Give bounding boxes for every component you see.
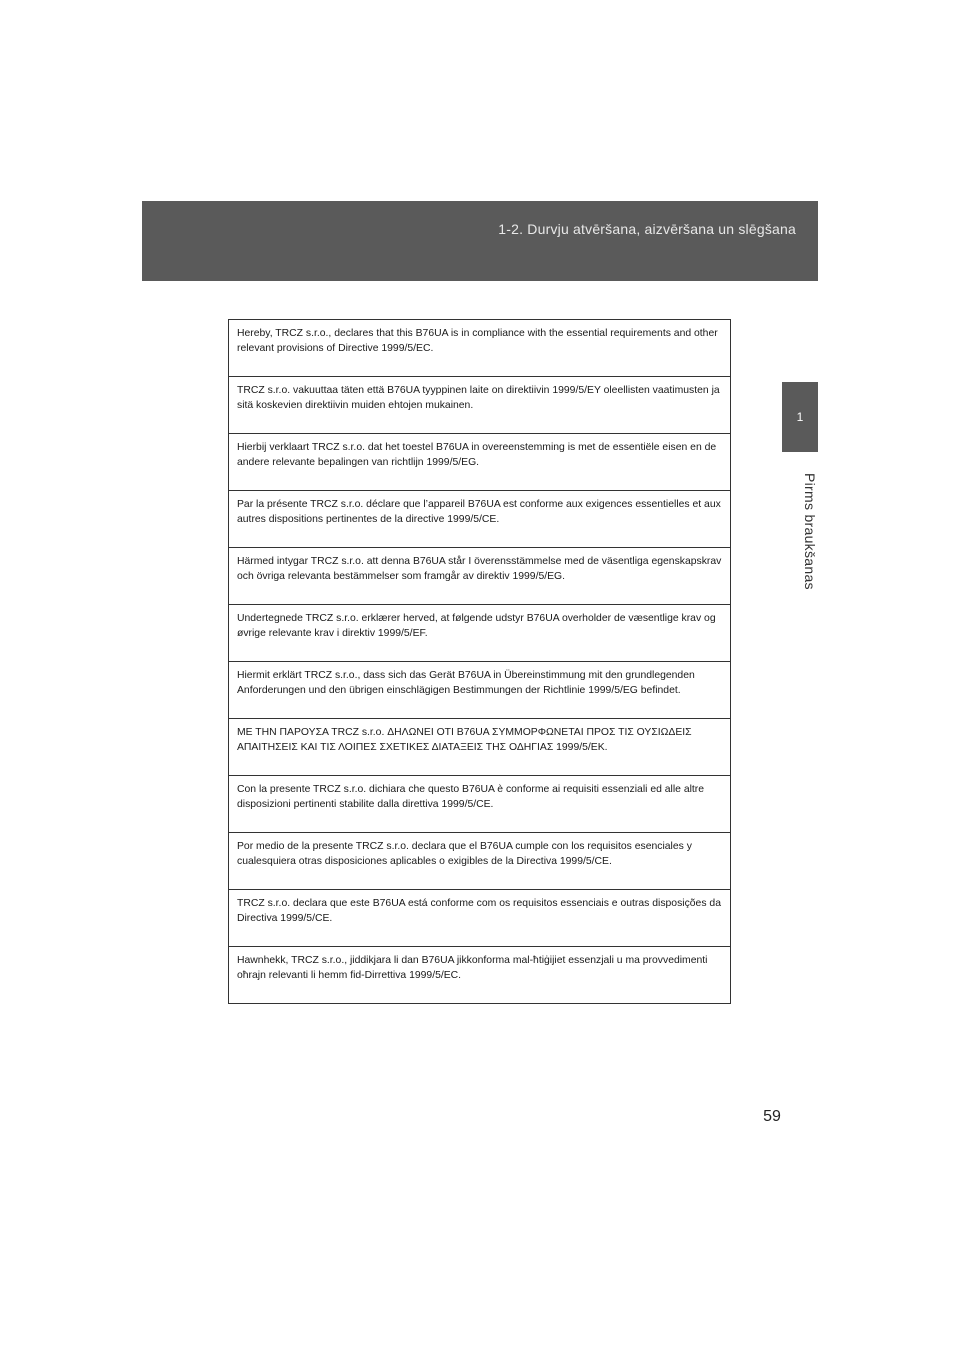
declaration-row-french: Par la présente TRCZ s.r.o. déclare que l’appareil B76UA est conforme aux exigences essentielles et aux autres dispositions pertinentes de la directive 1999/5/CE. [229,491,730,548]
chapter-tab [782,382,818,452]
page-number: 59 [763,1108,781,1125]
declaration-table [228,319,731,1004]
declaration-row-swedish: Härmed intygar TRCZ s.r.o. att denna B76UA står I överensstämmelse med de väsentliga egenskapskrav och övriga relevanta bestämmelser som framgår av direktiv 1999/5/EG. [229,548,730,605]
declaration-row-german: Hiermit erklärt TRCZ s.r.o., dass sich das Gerät B76UA in Übereinstimmung mit den grundlegenden Anforderungen und den übrigen einschlägigen Bestimmungen der Richtlinie 1999/5/EG befindet. [229,662,730,719]
declaration-row-portuguese: TRCZ s.r.o. declara que este B76UA está conforme com os requisitos essenciais e outras disposições da Directiva 1999/5/CE. [229,890,730,947]
declaration-row-dutch: Hierbij verklaart TRCZ s.r.o. dat het toestel B76UA in overeenstemming is met de essentiële eisen en de andere relevante bepalingen van richtlijn 1999/5/EG. [229,434,730,491]
chapter-label: Pirms braukšanas [802,472,818,590]
section-header [142,201,818,281]
declaration-row-finnish: TRCZ s.r.o. vakuuttaa täten että B76UA tyyppinen laite on direktiivin 1999/5/EY oleellisten vaatimusten ja sitä koskevien direktiivin muiden ehtojen mukainen. [229,377,730,434]
section-title: 1-2. Durvju atvēršana, aizvēršana un slēgšana [498,221,796,237]
declaration-row-greek: ΜΕ ΤΗΝ ΠΑΡΟΥΣΑ TRCZ s.r.o. ΔΗΛΩΝΕΙ ΟΤΙ B76UA ΣΥΜΜΟΡΦΩΝΕΤΑΙ ΠΡΟΣ ΤΙΣ ΟΥΣΙΩΔΕΙΣ ΑΠΑΙΤΗΣΕΙΣ ΚΑΙ ΤΙΣ ΛΟΙΠΕΣ ΣΧΕΤΙΚΕΣ ΔΙΑΤΑΞΕΙΣ ΤΗΣ ΟΔΗΓΙΑΣ 1999/5/ΕΚ. [229,719,730,776]
declaration-row-spanish: Por medio de la presente TRCZ s.r.o. declara que el B76UA cumple con los requisitos esenciales y cualesquiera otras disposiciones aplicables o exigibles de la Directiva 1999/5/CE. [229,833,730,890]
declaration-row-english: Hereby, TRCZ s.r.o., declares that this B76UA is in compliance with the essential requirements and other relevant provisions of Directive 1999/5/EC. [229,320,730,377]
declaration-row-italian: Con la presente TRCZ s.r.o. dichiara che questo B76UA è conforme ai requisiti essenziali ed alle altre disposizioni pertinenti stabilite dalla direttiva 1999/5/CE. [229,776,730,833]
declaration-row-maltese: Hawnhekk, TRCZ s.r.o., jiddikjara li dan B76UA jikkonforma mal-ħtiġijiet essenzjali u ma provvedimenti oħrajn relevanti li hemm fid-Dirrettiva 1999/5/EC. [237,955,708,981]
chapter-number: 1 [796,410,804,424]
declaration-row-danish: Undertegnede TRCZ s.r.o. erklærer herved, at følgende udstyr B76UA overholder de væsentlige krav og øvrige relevante krav i direktiv 1999/5/EF. [229,605,730,662]
